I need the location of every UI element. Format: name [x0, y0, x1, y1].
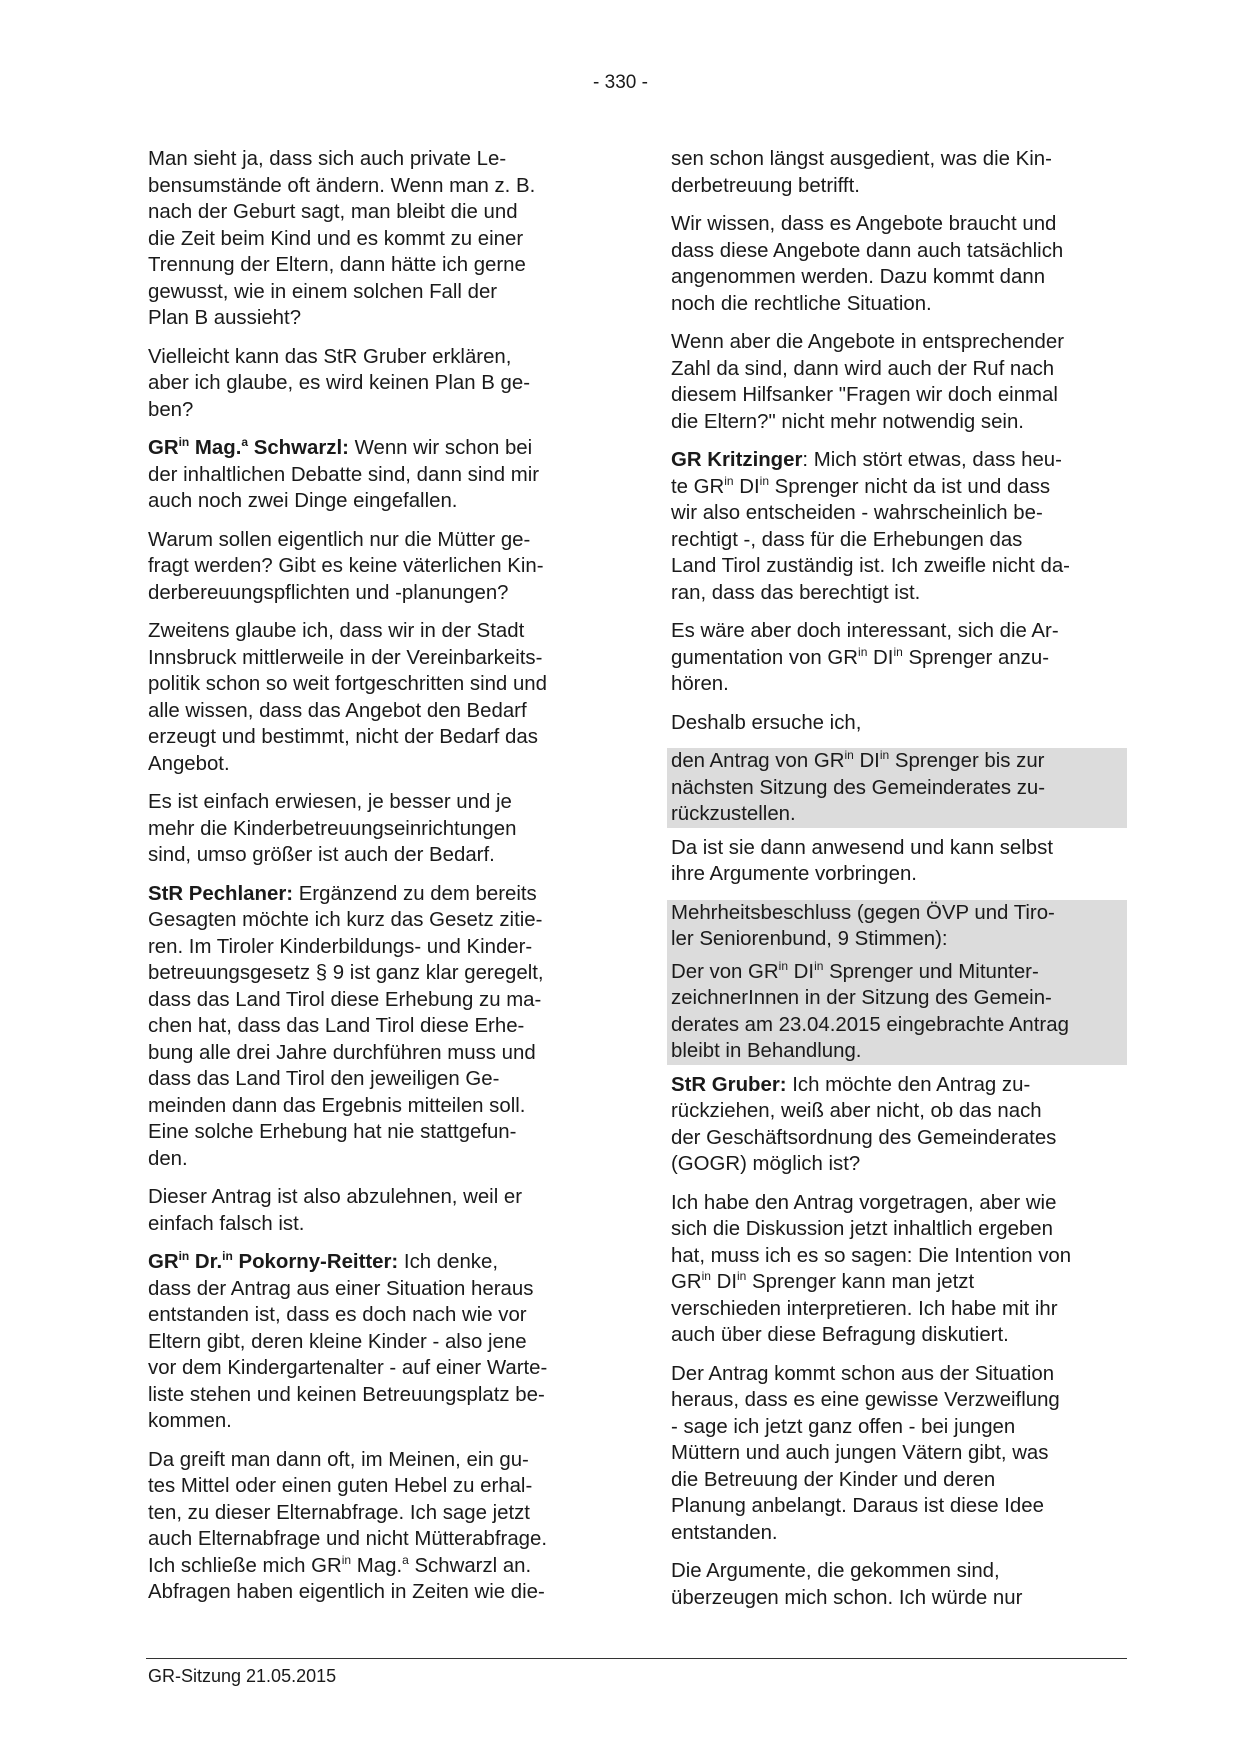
- text-line: derbetreuung betrifft.: [671, 174, 860, 197]
- paragraph: GR Kritzinger: Mich stört etwas, dass heu- te $GR^{in}$ $DI^{in}$ Sprenger nicht da ist und dass wir also entscheiden - wahrscheinlich be- rechtigt -, dass für die Erhebungen das Land Tirol zuständig ist. Ich zweifle nicht da- ran, dass das berechtigt ist.: [671, 449, 1070, 604]
- paragraph: $GR^{in}$ Dr.$^{in}$ Pokorny-Reitter: Ich denke, dass der Antrag aus einer Situation heraus entstanden ist, dass es doch nach wie vor Eltern gibt, deren kleine Kinder - also jene vor dem Kindergartenalter - auf einer Warte- liste stehen und keinen Betreuungsplatz be- kommen.: [148, 1249, 548, 1432]
- text-line: nächsten Sitzung des Gemeinderates zu-: [671, 776, 1046, 799]
- text-line: rückziehen, weiß aber nicht, ob das nach: [671, 1100, 1042, 1122]
- text-line: ihre Argumente vorbringen.: [671, 863, 917, 885]
- text-line: angenommen werden. Dazu kommt dann: [671, 266, 1046, 288]
- paragraph: [671, 835, 1123, 888]
- speaker-name: $GR^{in}$ Dr.$^{in}$ Pokorny-Reitter:: [148, 1249, 399, 1273]
- text-line: fragt werden? Gibt es keine väterlichen Kin-: [148, 555, 544, 577]
- text-line: gewusst, wie in einem solchen Fall der: [148, 280, 498, 303]
- text-line: derbereuungspflichten und -planungen?: [148, 581, 509, 604]
- text-line: chen hat, dass das Land Tirol diese Erhe-: [148, 1015, 525, 1037]
- text-line: Der Antrag kommt schon aus der Situation: [671, 1362, 1055, 1385]
- text-line: hat, muss ich es so sagen: Die Intention von: [671, 1244, 1072, 1267]
- text-line: entstanden ist, dass es doch nach wie vor: [148, 1304, 527, 1326]
- paragraph: StR Pechlaner: Ergänzend zu dem bereits Gesagten möchte ich kurz das Gesetz zitie- ren. Im Tiroler Kinderbildungs- und Kinder- betreuungsgesetz § 9 ist ganz klar geregelt, dass das Land Tirol diese Erhebung zu ma- chen hat, dass das Land Tirol diese Erhe- bung alle drei Jahre durchführen muss und dass das Land Tirol den jeweiligen Ge- meinden dann das Ergebnis mitteilen soll. Eine solche Erhebung hat nie stattgefun- den.: [148, 882, 544, 1170]
- footer-text: GR-Sitzung 21.05.2015: [148, 1666, 337, 1686]
- text-line: Plan B aussieht?: [148, 307, 302, 329]
- paragraph: $GR^{in}$ Mag.$^a$ Schwarzl: Wenn wir schon bei der inhaltlichen Debatte sind, dann sind mir auch noch zwei Dinge eingefallen.: [148, 435, 540, 512]
- paragraph: [148, 344, 600, 424]
- paragraph: Da greift man dann oft, im Meinen, ein gu- tes Mittel oder einen guten Hebel zu erhal- ten, zu dieser Elternabfrage. Ich sage jetzt auch Elternabfrage und nicht Mütterabfrage. Ich schließe mich $GR^{in}$ Mag.$^a$ Schwarzl an. Abfragen haben eigentlich in Zeiten wie die-: [148, 1448, 548, 1603]
- text-line: Müttern und auch jungen Vätern gibt, was: [671, 1442, 1049, 1464]
- text-line: Zahl da sind, dann wird auch der Ruf nach: [671, 357, 1055, 380]
- text-line: überzeugen mich schon. Ich würde nur: [671, 1586, 1023, 1609]
- text-line: zeichnerInnen in der Sitzung des Gemein-: [671, 987, 1052, 1009]
- text-line: Innsbruck mittlerweile in der Vereinbarkeits-: [148, 646, 543, 669]
- text-line: Planung anbelangt. Daraus ist diese Idee: [671, 1495, 1044, 1517]
- text-line: sind, umso größer ist auch der Bedarf.: [148, 844, 495, 866]
- text-line: ten, zu dieser Elternabfrage. Ich sage jetzt: [148, 1501, 530, 1524]
- text-line: rechtigt -, dass für die Erhebungen das: [671, 528, 1023, 551]
- text-line: auch Elternabfrage und nicht Mütterabfrage.: [148, 1528, 548, 1550]
- paragraph: Ich habe den Antrag vorgetragen, aber wie sich die Diskussion jetzt inhaltlich ergeben hat, muss ich es so sagen: Die Intention von $GR^{in}$ $DI^{in}$ Sprenger kann man jetzt verschieden interpretieren. Ich habe mit ihr auch über diese Befragung diskutiert.: [671, 1191, 1072, 1346]
- text-line: Wir wissen, dass es Angebote braucht und: [671, 213, 1057, 235]
- text-line: Zweitens glaube ich, dass wir in der Stadt: [148, 620, 525, 642]
- text-line: Da ist sie dann anwesend und kann selbst: [671, 836, 1054, 859]
- text-line: dass der Antrag aus einer Situation heraus: [148, 1277, 534, 1300]
- text-line: mehr die Kinderbetreuungseinrichtungen: [148, 817, 517, 840]
- text-line: sich die Diskussion jetzt inhaltlich ergeben: [671, 1218, 1053, 1240]
- text-line: dass diese Angebote dann auch tatsächlich: [671, 239, 1064, 262]
- text-line: Eltern gibt, deren kleine Kinder - also jene: [148, 1330, 527, 1353]
- paragraph: Deshalb ersuche ich,: [671, 711, 862, 734]
- paragraph: [148, 789, 600, 869]
- paragraph: [148, 146, 600, 332]
- text-line: Ich habe den Antrag vorgetragen, aber wie: [671, 1191, 1057, 1214]
- paragraph: [148, 527, 600, 607]
- text-line: Mehrheitsbeschluss (gegen ÖVP und Tiro-: [671, 901, 1055, 924]
- speaker-name: StR Pechlaner:: [148, 882, 294, 905]
- text-line: entstanden.: [671, 1521, 778, 1544]
- speaker-name: GR Kritzinger: [671, 449, 803, 471]
- paragraph: Es wäre aber doch interessant, sich die Ar- gumentation von $GR^{in}$ $DI^{in}$ Sprenger anzu- hören.: [671, 620, 1059, 695]
- text-line: Dieser Antrag ist also abzulehnen, weil er: [148, 1186, 523, 1208]
- text-line: vor dem Kindergartenalter - auf einer Warte-: [148, 1357, 548, 1379]
- paragraph: [671, 1361, 1123, 1547]
- text-line: bung alle drei Jahre durchführen muss und: [148, 1041, 536, 1064]
- text-line: die Eltern?" nicht mehr notwendig sein.: [671, 410, 1024, 433]
- text-line: liste stehen und keinen Betreuungsplatz be-: [148, 1383, 545, 1406]
- text-line: dass das Land Tirol diese Erhebung zu ma-: [148, 988, 542, 1011]
- paragraph: [671, 146, 1123, 199]
- text-line: der inhaltlichen Debatte sind, dann sind mir: [148, 463, 540, 486]
- text-line: diesem Hilfsanker "Fragen wir doch einmal: [671, 384, 1058, 406]
- speaker-name: StR Gruber:: [671, 1073, 787, 1096]
- text-line: Vielleicht kann das StR Gruber erklären,: [148, 345, 512, 368]
- text-line: tes Mittel oder einen guten Hebel zu erhal-: [148, 1475, 533, 1497]
- text-line: betreuungsgesetz § 9 ist ganz klar geregelt,: [148, 962, 544, 984]
- motion-box: den Antrag von $GR^{in}$ $DI^{in}$ Sprenger bis zur nächsten Sitzung des Gemeinderates zu- rückzustellen.: [667, 748, 1127, 828]
- paragraph: [671, 211, 1123, 317]
- text-line: aber ich glaube, es wird keinen Plan B ge-: [148, 372, 530, 394]
- text-line: Da greift man dann oft, im Meinen, ein gu-: [148, 1448, 529, 1471]
- text-line: dass das Land Tirol den jeweiligen Ge-: [148, 1068, 500, 1090]
- text-line: derates am 23.04.2015 eingebrachte Antrag: [671, 1013, 1069, 1036]
- text-line: der Geschäftsordnung des Gemeinderates: [671, 1126, 1057, 1149]
- text-line: ben?: [148, 398, 194, 421]
- text-line: heraus, dass es eine gewisse Verzweiflung: [671, 1389, 1060, 1411]
- speaker-name: $GR^{in}$ Mag.$^a$ Schwarzl:: [148, 435, 349, 459]
- footer-divider: [146, 1658, 1127, 1659]
- page-number: - 330 -: [593, 72, 648, 93]
- text-line: Land Tirol zuständig ist. Ich zweifle nicht da-: [671, 555, 1070, 577]
- text-line: kommen.: [148, 1410, 232, 1432]
- text-line: politik schon so weit fortgeschritten sind und: [148, 673, 547, 695]
- text-line: ran, dass das berechtigt ist.: [671, 581, 921, 604]
- text-line: auch über diese Befragung diskutiert.: [671, 1324, 1009, 1346]
- text-line: ren. Im Tiroler Kinderbildungs- und Kinder-: [148, 935, 533, 958]
- text-line: Gesagten möchte ich kurz das Gesetz zitie-: [148, 909, 543, 931]
- resolution-box: [667, 900, 1127, 953]
- text-line: die Zeit beim Kind und es kommt zu einer: [148, 227, 524, 250]
- text-line: wir also entscheiden - wahrscheinlich be-: [671, 502, 1043, 524]
- text-line: Angebot.: [148, 752, 230, 775]
- text-line: Warum sollen eigentlich nur die Mütter ge-: [148, 528, 531, 551]
- text-line: den.: [148, 1147, 188, 1170]
- text-line: sen schon längst ausgedient, was die Kin-: [671, 148, 1052, 170]
- text-line: rückzustellen.: [671, 803, 796, 825]
- paragraph: [148, 1184, 600, 1237]
- text-line: erzeugt und bestimmt, nicht der Bedarf das: [148, 726, 538, 748]
- text-line: alle wissen, dass das Angebot den Bedarf: [148, 699, 527, 722]
- text-line: einfach falsch ist.: [148, 1212, 305, 1235]
- text-line: Eine solche Erhebung hat nie stattgefun-: [148, 1121, 517, 1143]
- text-line: (GOGR) möglich ist?: [671, 1153, 861, 1175]
- paragraph: [671, 329, 1123, 435]
- paragraph: StR Gruber: Ich möchte den Antrag zu- rückziehen, weiß aber nicht, ob das nach der Geschäftsordnung des Gemeinderates (GOGR) möglich ist?: [671, 1073, 1057, 1175]
- text-line: Wenn aber die Angebote in entsprechender: [671, 331, 1064, 353]
- text-line: auch noch zwei Dinge eingefallen.: [148, 490, 458, 512]
- text-line: verschieden interpretieren. Ich habe mit ihr: [671, 1297, 1058, 1320]
- paragraph: [148, 618, 600, 777]
- text-line: Man sieht ja, dass sich auch private Le-: [148, 148, 507, 170]
- text-line: meinden dann das Ergebnis mitteilen soll.: [148, 1094, 526, 1117]
- text-line: noch die rechtliche Situation.: [671, 292, 932, 315]
- text-line: - sage ich jetzt ganz offen - bei jungen: [671, 1415, 1016, 1438]
- text-line: Die Argumente, die gekommen sind,: [671, 1560, 1000, 1582]
- text-line: bleibt in Behandlung.: [671, 1040, 862, 1062]
- text-line: bensumstände oft ändern. Wenn man z. B.: [148, 174, 536, 197]
- resolution-text: Der von $GR^{in}$ $DI^{in}$ Sprenger und Mitunter- zeichnerInnen in der Sitzung des Gemein- derates am 23.04.2015 eingebrachte Antrag bleibt in Behandlung.: [667, 953, 1127, 1065]
- text-line: Trennung der Eltern, dann hätte ich gerne: [148, 254, 526, 276]
- paragraph: [671, 1558, 1123, 1611]
- text-line: die Betreuung der Kinder und deren: [671, 1468, 996, 1491]
- text-line: Es ist einfach erwiesen, je besser und je: [148, 791, 512, 813]
- right-column: [671, 146, 1123, 1623]
- text-line: nach der Geburt sagt, man bleibt die und: [148, 201, 518, 223]
- left-column: [148, 146, 600, 1618]
- text-line: ler Seniorenbund, 9 Stimmen):: [671, 928, 948, 950]
